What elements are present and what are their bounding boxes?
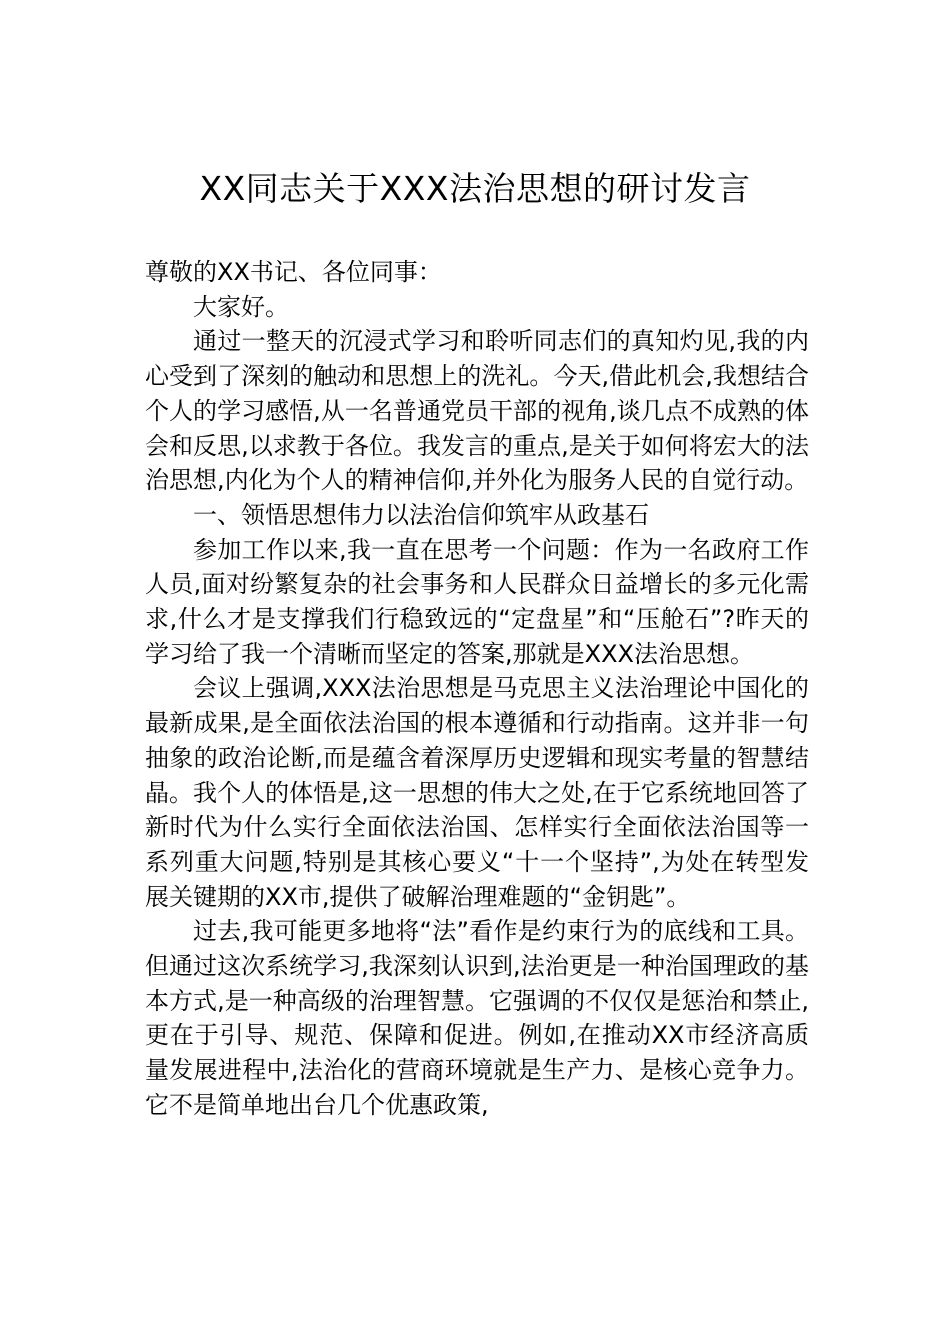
salutation: 尊敬的XX书记、各位同事：: [145, 258, 442, 286]
paragraph: 过去,我可能更多地将“法”看作是约束行为的底线和工具。但通过这次系统学习,我深刻认识到,法治更是一种治国理政的基本方式,是一种高级的治理智慧。它强调的不仅仅是惩治和禁止,更在于引导、规范、保障和促进。例如,在推动XX市经济高质量发展进程中,法治化的营商环境就是生产力、是核心竞争力。它不是简单地出台几个优惠政策,: [145, 917, 809, 1119]
paragraph: 参加工作以来,我一直在思考一个问题：作为一名政府工作人员,面对纷繁复杂的社会事务和人民群众日益增长的多元化需求,什么才是支撑我们行稳致远的“定盘星”和“压舱石”?昨天的学习给了我一个清晰而坚定的答案,那就是XXX法治思想。: [145, 535, 809, 668]
paragraph: 会议上强调,XXX法治思想是马克思主义法治理论中国化的最新成果,是全面依法治国的根本遵循和行动指南。这并非一句抽象的政治论断,而是蕴含着深厚历史逻辑和现实考量的智慧结晶。我个人的体悟是,这一思想的伟大之处,在于它系统地回答了新时代为什么实行全面依法治国、怎样实行全面依法治国等一系列重大问题,特别是其核心要义“十一个坚持”,为处在转型发展关键期的XX市,提供了破解治理难题的“金钥匙”。: [145, 674, 809, 911]
document-title: XX同志关于XXX法治思想的研讨发言: [199, 169, 751, 208]
paragraph-intro: 通过一整天的沉浸式学习和聆听同志们的真知灼见,我的内心受到了深刻的触动和思想上的洗礼。今天,借此机会,我想结合个人的学习感悟,从一名普通党员干部的视角,谈几点不成熟的体会和反思,以求教于各位。我发言的重点,是关于如何将宏大的法治思想,内化为个人的精神信仰,并外化为服务人民的自觉行动。: [145, 327, 809, 495]
greeting: 大家好。: [193, 292, 289, 321]
section-heading-1: 一、领悟思想伟力以法治信仰筑牢从政基石: [193, 500, 649, 529]
document-body: [145, 255, 809, 1123]
